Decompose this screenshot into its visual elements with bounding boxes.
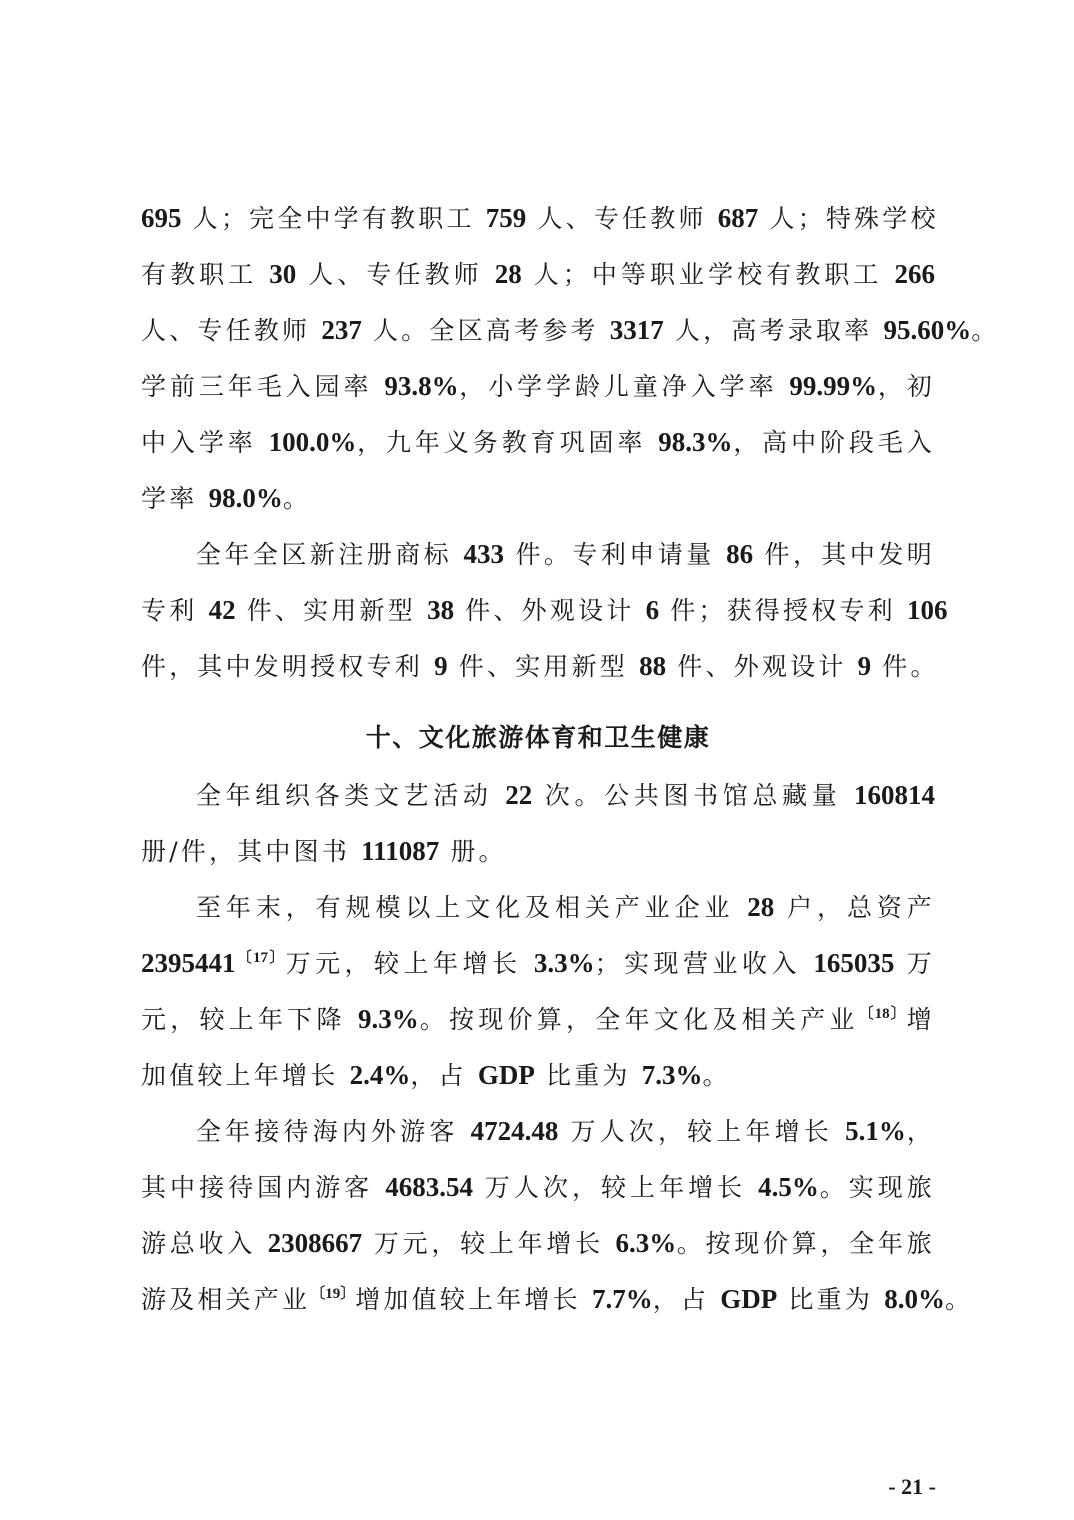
text-line: 有教职工 30 人、专任教师 28 人；中等职业学校有教职工 266 bbox=[141, 259, 936, 289]
section-heading: 十、文化旅游体育和卫生健康 bbox=[365, 723, 711, 752]
page-number: - 21 - bbox=[888, 1474, 936, 1499]
text-line: 学率 98.0%。 bbox=[141, 483, 312, 513]
text-line: 件，其中发明授权专利 9 件、实用新型 88 件、外观设计 9 件。 bbox=[141, 651, 939, 681]
text-line: 695 人；完全中学有教职工 759 人、专任教师 687 人；特殊学校 bbox=[141, 203, 939, 233]
footnote-ref: 〔18〕 bbox=[858, 1006, 907, 1022]
text-line: 游及相关产业$^{〔19〕}$增加值较上年增长 7.7%，占 GDP 比重为 8.0%。 bbox=[141, 1284, 974, 1314]
text-line: $2395441^{〔17〕}$万元，较上年增长 3.3%；实现营业收入 165035 万 bbox=[141, 948, 935, 978]
text-line: 学前三年毛入园率 93.8%，小学学龄儿童净入学率 99.99%，初 bbox=[141, 371, 935, 401]
text-line: 全年全区新注册商标 433 件。专利申请量 86 件，其中发明 bbox=[196, 539, 935, 569]
text-line: 全年接待海内外游客 4724.48 万人次，较上年增长 5.1%， bbox=[196, 1116, 935, 1146]
text-line: 其中接待国内游客 4683.54 万人次，较上年增长 4.5%。实现旅 bbox=[141, 1172, 935, 1202]
footnote-ref: 〔17〕 bbox=[235, 950, 286, 966]
text-line: 人、专任教师 237 人。全区高考参考 3317 人，高考录取率 95.60%。 bbox=[141, 315, 1000, 345]
text-line: 册/件，其中图书 111087 册。 bbox=[141, 836, 507, 866]
text-line: 至年末，有规模以上文化及相关产业企业 28 户，总资产 bbox=[196, 892, 935, 922]
text-line: 元，较上年下降 9.3%。按现价算，全年文化及相关产业$^{〔18〕}$增 bbox=[141, 1004, 935, 1034]
text-line: 专利 42 件、实用新型 38 件、外观设计 6 件；获得授权专利 106 bbox=[141, 595, 948, 625]
text-line: 游总收入 2308667 万元，较上年增长 6.3%。按现价算，全年旅 bbox=[141, 1228, 935, 1258]
text-line: 中入学率 100.0%，九年义务教育巩固率 98.3%，高中阶段毛入 bbox=[141, 427, 935, 457]
footnote-ref: 〔19〕 bbox=[310, 1286, 356, 1302]
text-line: 加值较上年增长 2.4%，占 GDP 比重为 7.3%。 bbox=[141, 1060, 731, 1090]
text-line: 全年组织各类文艺活动 22 次。公共图书馆总藏量 160814 bbox=[196, 780, 936, 810]
